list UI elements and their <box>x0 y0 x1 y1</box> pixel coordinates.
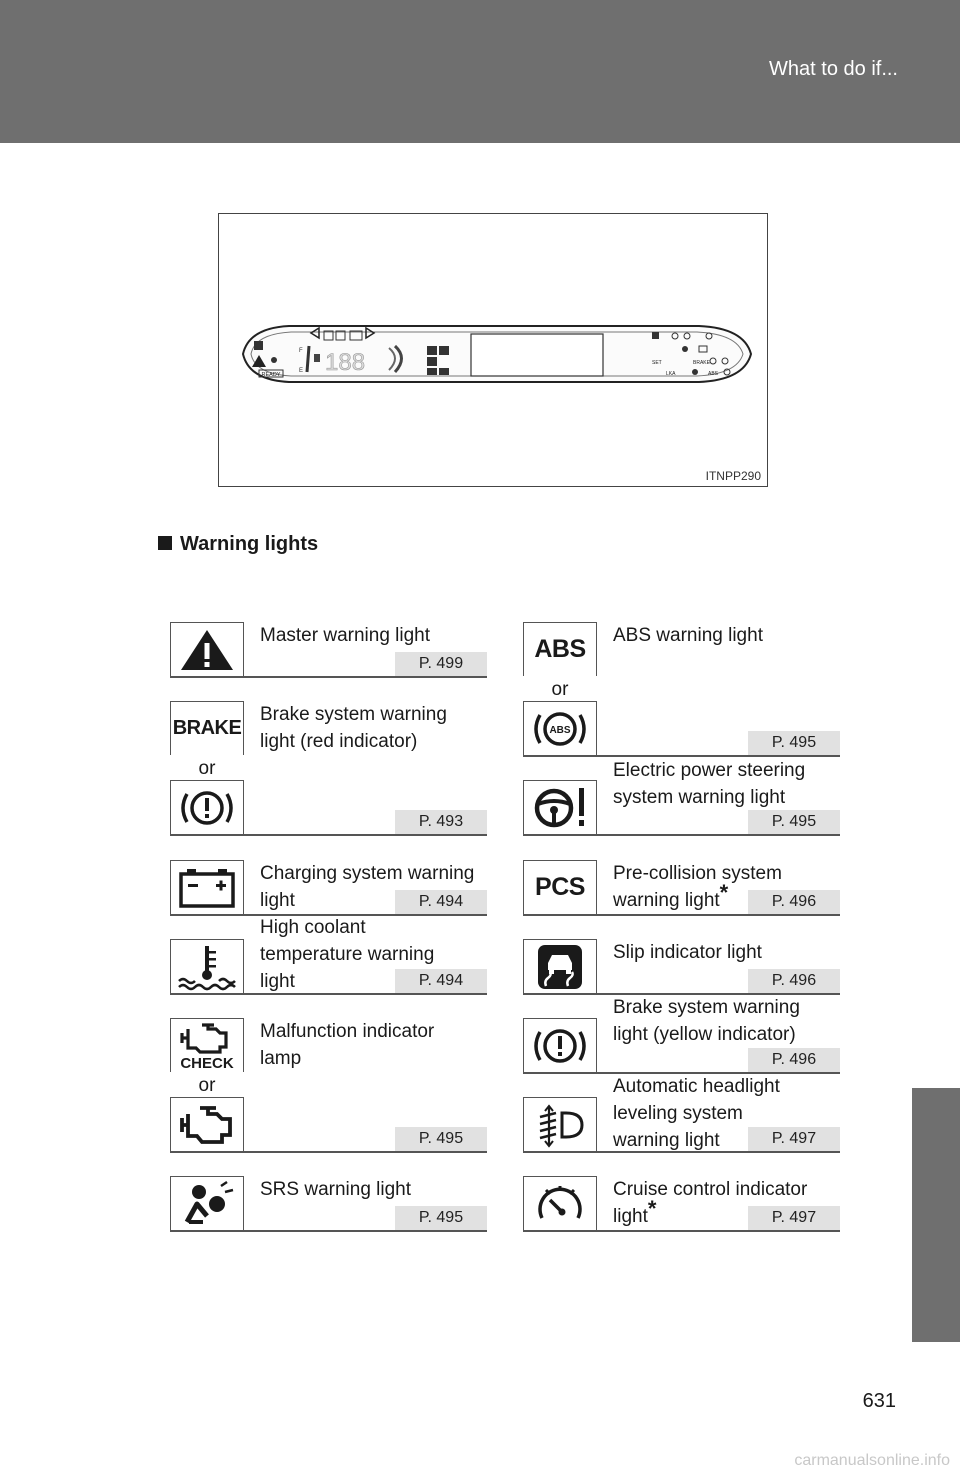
page-header <box>0 0 960 143</box>
label-brake-red: Brake system warning light (red indicator) <box>260 704 447 752</box>
or-separator: or <box>198 1075 216 1096</box>
label-cruise-text: Cruise control indicator light <box>613 1179 808 1227</box>
abs-icon-text: ABS <box>534 635 586 663</box>
engine-icon <box>170 1097 244 1151</box>
label-srs: SRS warning light <box>260 1179 412 1200</box>
heading-bullet-icon <box>158 536 172 550</box>
battery-icon <box>170 860 244 914</box>
set-indicator-text: SET <box>652 360 662 366</box>
label-charging: Charging system warning light <box>260 863 475 911</box>
warning-row-check-engine-alt <box>170 1097 487 1153</box>
label-brake-yellow: Brake system warning light (yellow indicator) <box>613 997 800 1045</box>
warning-row-brake-red-alt <box>170 780 487 836</box>
master-warning-icon <box>170 622 244 676</box>
footnote-asterisk: * <box>647 1196 657 1221</box>
brake-circle-exclamation-icon <box>170 780 244 834</box>
label-cruise <box>613 1176 833 1230</box>
brake-circle-exclamation-icon <box>523 1018 597 1072</box>
watermark: carmanualsonline.info <box>794 1452 950 1469</box>
page-ref: P. 495 <box>395 1206 487 1230</box>
page-ref: P. 495 <box>395 1127 487 1151</box>
page-ref: P. 494 <box>395 969 487 993</box>
svg-text:E: E <box>299 368 304 374</box>
page-ref: P. 496 <box>748 890 840 914</box>
brake-icon-text: BRAKE <box>172 717 242 739</box>
label-eps: Electric power steering system warning light <box>613 760 806 808</box>
airbag-icon <box>170 1176 244 1230</box>
page-ref: P. 495 <box>748 731 840 755</box>
abs-indicator-text: ABS <box>708 371 719 377</box>
page-ref: P. 497 <box>748 1127 840 1151</box>
page-ref: P. 496 <box>748 1048 840 1072</box>
pcs-icon-text: PCS <box>535 873 585 901</box>
label-abs: ABS warning light <box>613 625 763 646</box>
section-title: Warning lights <box>180 533 319 555</box>
lka-indicator-text: LKA <box>666 371 676 377</box>
headlight-leveling-icon <box>523 1097 597 1151</box>
check-icon-text: CHECK <box>180 1054 234 1071</box>
pcs-text-icon <box>523 860 597 914</box>
label-headlight-leveling: Automatic headlight leveling system warning light <box>613 1076 780 1151</box>
page-ref: P. 497 <box>748 1206 840 1230</box>
abs-text-icon <box>523 622 597 676</box>
label-pcs-text: Pre-collision system warning light <box>613 863 782 911</box>
check-engine-icon <box>170 1018 244 1072</box>
svg-text:188: 188 <box>325 349 366 376</box>
brake-indicator-text: BRAKE <box>693 360 710 366</box>
warning-row-abs-alt <box>523 701 840 757</box>
chapter-side-tab <box>912 1088 960 1342</box>
page-number: 631 <box>862 1390 896 1412</box>
or-separator: or <box>551 679 569 700</box>
slip-indicator-icon <box>523 939 597 993</box>
svg-text:F: F <box>299 348 303 354</box>
instrument-cluster-figure <box>218 213 768 487</box>
label-coolant: High coolant temperature warning light <box>260 917 435 992</box>
page-ref: P. 495 <box>748 810 840 834</box>
label-pcs <box>613 860 813 914</box>
abs-circle-icon <box>523 701 597 755</box>
abs-circle-text: ABS <box>549 724 571 736</box>
figure-code: ITNPP290 <box>705 469 761 483</box>
label-check-engine: Malfunction indicator lamp <box>260 1021 435 1069</box>
brake-text-icon <box>170 701 244 755</box>
instrument-cluster-illustration <box>219 214 769 488</box>
section-heading <box>158 533 318 556</box>
page-ref: P. 496 <box>748 969 840 993</box>
page-ref: P. 499 <box>395 652 487 676</box>
steering-wheel-warning-icon <box>523 780 597 834</box>
page-ref: P. 493 <box>395 810 487 834</box>
page-ref: P. 494 <box>395 890 487 914</box>
label-slip: Slip indicator light <box>613 942 762 963</box>
cruise-control-icon <box>523 1176 597 1230</box>
label-master-warning: Master warning light <box>260 625 431 646</box>
ready-indicator-text: READY <box>261 372 281 378</box>
or-separator: or <box>198 758 216 779</box>
footnote-asterisk: * <box>719 880 729 905</box>
coolant-temperature-icon <box>170 939 244 993</box>
header-title: What to do if... <box>769 58 898 80</box>
